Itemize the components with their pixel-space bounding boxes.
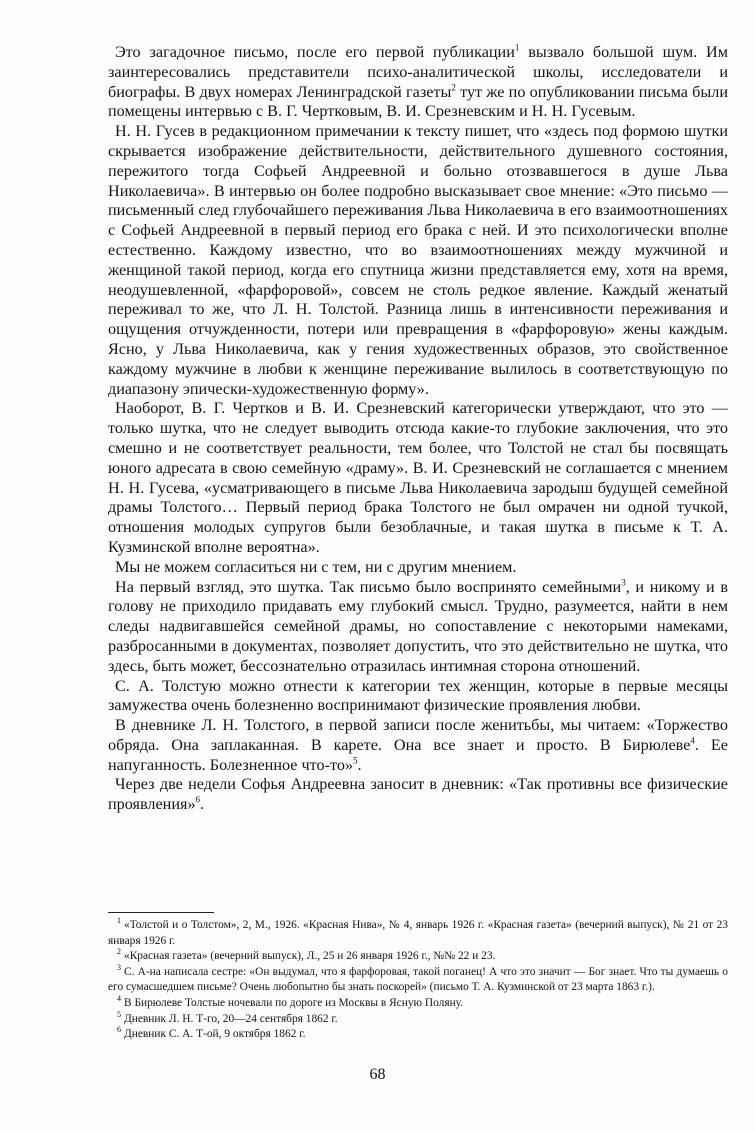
footnote-ref: 6	[195, 794, 201, 805]
footnote-mark: 5	[117, 1009, 121, 1019]
paragraph	[108, 122, 728, 399]
paragraph-text: Мы не можем согласиться ни с тем, ни с другим мнением.	[115, 557, 517, 576]
footnote-text: Дневник С. А. Т-ой, 9 октября 1862 г.	[124, 1028, 306, 1041]
paragraph-text: Это загадочное письмо, после его первой публикации	[115, 43, 515, 61]
footnote-ref: 3	[621, 577, 626, 588]
paragraph	[108, 43, 728, 122]
footnote-mark: 2	[117, 947, 121, 957]
footnote	[108, 962, 728, 996]
footnote-text: Дневник Л. Н. Т-го, 20—24 сентября 1862 г.	[124, 1012, 338, 1025]
paragraph	[108, 578, 728, 677]
paragraph	[108, 716, 728, 775]
paragraph-text: На первый взгляд, это шутка. Так письмо было воспринято семейными	[115, 577, 622, 596]
paragraph	[108, 399, 728, 557]
footnote-divider	[108, 912, 214, 913]
paragraph-text: Наоборот, В. Г. Чертков и В. И. Срезневский категорически утверждают, что это — только шутка, что не следует выводить отсюда какие-то глубокие заключения, что это смешно и не соответствует реальности, тем более, что Толстой не стал бы посвящать юного адресата в свою семейную «драму». В. И. Срезневский не соглашается с мнением Н. Н. Гусева, «усматривающего в письме Льва Николаевича зародыш будущей семейной драмы Толстого… Первый период брака Толстого не был омрачен ни одной тучкой, отношения молодых супругов были безоблачные, и такая шутка в письме к Т. А. Кузминской вполне вероятна».	[108, 399, 728, 556]
paragraph-text: .	[357, 755, 362, 774]
paragraph-text: Через две недели Софья Андреевна заносит в дневник: «Так противны все физические проявления»	[108, 775, 728, 814]
paragraph-text: тут же по опубликовании письма были помещены интервью с В. Г. Чертковым, В. И. Срезневским и Н. Н. Гусевым.	[108, 82, 729, 121]
paragraph	[108, 558, 728, 578]
footnote	[108, 996, 728, 1012]
paragraph-text: вызвало большой шум. Им заинтересовались представители психо-аналитической школы, исследователи и биографы. В двух номерах Ленинградской газеты	[108, 43, 728, 101]
paragraph-text: . Ее напуганность. Болезненное что-то»	[108, 735, 728, 774]
footnote	[108, 918, 728, 949]
footnote-ref: 2	[451, 82, 456, 93]
page-number: 68	[369, 1066, 386, 1083]
footnotes	[108, 918, 728, 1043]
footnote	[108, 1009, 728, 1028]
body-text	[108, 43, 728, 815]
footnote-mark: 6	[117, 1025, 121, 1035]
paragraph	[108, 677, 728, 717]
footnote-ref: 5	[353, 755, 358, 766]
footnote-mark: 1	[117, 916, 121, 926]
paragraph-text: В дневнике Л. Н. Толстого, в первой записи после женитьбы, мы читаем: «Торжество обряда. Она заплаканная. В карете. Она все знает и просто. В Бирюлеве	[108, 716, 728, 754]
paragraph-text: .	[200, 795, 205, 814]
paragraph-text: С. А. Толстую можно отнести к категории тех женщин, которые в первые месяцы замужества очень болезненно воспринимают физические проявления любви.	[108, 676, 728, 715]
footnote	[108, 1027, 728, 1043]
footnote-text: В Бирюлеве Толстые ночевали по дороге из Москвы в Ясную Поляну.	[124, 996, 464, 1009]
paragraph-text: Н. Н. Гусев в редакционном примечании к тексту пишет, что «здесь под формою шутки скрывается изображение действительности, действительного душевного состояния, пережитого тогда Софьей Андреевной и больно отозвавшегося в душе Льва Николаевича». В интервью он более подробно высказывает свое мнение: «Это письмо — письменный след глубочайшего переживания Льва Николаевича в его взаимоотношениях с Софьей Андреевной в первый период его брака с ней. И это психологически вполне естественно. Каждому известно, что во взаимоотношениях между мужчиной и женщиной такой период, когда его спутница жизни представляется ему, хотя на время, неодушевленной, «фарфоровой», совсем не столь редкое явление. Каждый женатый переживал то же, что Л. Н. Толстой. Разница лишь в интенсивности переживания и ощущения отчужденности, потери или превращения в «фарфоровую» жены каждым. Ясно, у Льва Николаевича, как у гения художественных образов, это свойственное каждому мужчине в любви к женщине переживание вылилось в соответствующую по диапазону эпически-художественную форму».	[108, 122, 728, 398]
paragraph-text: , и никому и в голову не приходило придавать ему глубокий смысл. Трудно, разумеется, найти в нем следы надвигавшейся семейной драмы, но сопоставление с некоторыми намеками, разбросанными в документах, позволяет допустить, что это действительно не шутка, что здесь, быть может, бессознательно отразилась интимная сторона отношений.	[108, 577, 728, 675]
footnote-ref: 1	[514, 42, 520, 53]
footnote-text: «Толстой и о Толстом», 2, М., 1926. «Красная Нива», № 4, январь 1926 г. «Красная газета» (вечерний выпуск), № 21 от 23 января 1926 г.	[108, 919, 728, 947]
footnote-ref: 4	[690, 735, 695, 746]
footnote-mark: 4	[117, 994, 121, 1004]
paragraph	[108, 775, 728, 815]
footnote-text: С. А-на написала сестре: «Он выдумал, что я фарфоровая, такой поганец! А что это значит — Бог знает. Что ты думаешь о его сумасшедшем письме? Очень любопытно бы знать поскорей» (письмо Т. А. Кузминской от 23 марта 1863 г.).	[108, 965, 728, 994]
footnote-mark: 3	[117, 962, 121, 972]
footnote-text: «Красная газета» (вечерний выпуск), Л., 25 и 26 января 1926 г., №№ 22 и 23.	[124, 950, 496, 963]
footnote	[108, 949, 728, 965]
